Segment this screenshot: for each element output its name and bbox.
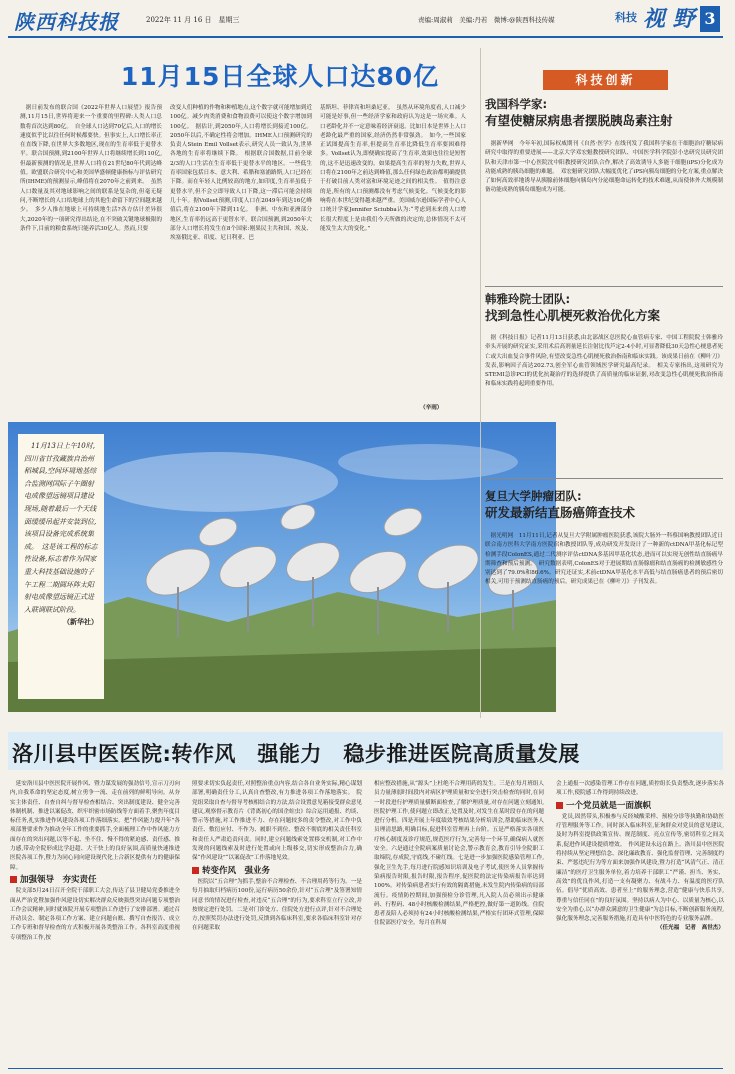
square-bullet-icon <box>10 876 17 883</box>
story2-title <box>485 291 725 325</box>
top-story-headline: 11月15日全球人口达80亿 <box>120 62 440 91</box>
bottom-story-byline: （任光福 记者 高世杰） <box>656 925 724 932</box>
bottom-story-headline: 洛川县中医医院:转作风 强能力 稳步推进医院高质量发展 <box>12 742 580 766</box>
square-bullet-icon <box>192 867 199 874</box>
bottom-col2-text: 照要求切实负起责任,对照整治重点内容,结合各自业务实际,精心谋划部署,明确责任分工,认真自查整改,有力推进各项工作落地落实。 院党组采取自查与督导考核相结合的方法,结合设置意见箱接受群众意见建议,观察督示教育片《背离初心的国企蛀虫》综合运用通报、约谈、警示等措施,对工作推进不力、存在问题较多的责令整改,对工作中负责任、敷衍应付、不作为、履职不到位、整改不彻底的相关责任科室和责任人严肃追责问责。同时,建立问题线索处置移交机制,对工作中发现的问题线索及时进行处置或向上级移交,切实形成整治合力,确保“作风建设”“以案促改”工作落地见效。 <box>192 781 362 862</box>
bottom-column-1 <box>10 780 180 1066</box>
bottom-subhead-2 <box>192 867 362 876</box>
section-tag: 科技 <box>615 11 637 24</box>
story2-body: 据《科技日报》记者11月13日获悉,由北部战区总医院心血管病专家、中国工程院院士韩雅玲牵头开展的研究证实,采用术后高剂量延长注射比伐芦定2-4小时,可显著降低30天急性心梗患者死亡或大出血复合事件风险,有望改变急性心肌梗死救治指南和临床实践。该成果日前在《柳叶刀》发表,影响因子高达202.73,创全军心血管领域医学研究最高纪录。 相关专家指出,这项研究为STEMI急诊PCI的优化抗凝治疗的选择提供了高质量的临床证据,对改变急性心肌梗死救治指南和临床实践将起到重要作用。 <box>485 335 723 388</box>
photo-caption-text: 11月13日上午10时,四川省甘孜藏族自治州稻城县,空间环境地基综合监测网国际子午圈射电成像望远镜项目建设现场,随着最后一个天线面缓缓吊起并安装到位,该项目设备完成系统集成。 这是该工程的标志性设备,标志着作为国家重大科技基础设施的子午工程二期圆环阵太阳射电成像望远镜正式进入联调联试阶段。 <box>24 442 98 614</box>
photo-caption-credit: （新华社） <box>63 617 98 627</box>
top-story-column-2: 改变人们种植的作物和种植地点,这个数字就可能增加到近100亿。减少肉类消费和食物浪费可以使这个数字增加到100亿。 据估计,到2050年,人口将增长到接近100亿。2050年以后,不确定性将会增加。IHME人口预测研究的负责人Stein Emil Vollset表示,研究人员一致认为,世界各地的生育率将继续下降。 根据联合国数据,目前全球2/3的人口生活在生育率低于更替水平的地区。一些低生育率国家包括日本、意大利、希腊和塞浦路斯,人口已经在下降。而在年轻人比例较高的地方,如印度,生育率虽低于更替水平,但不会立即导致人口下降,这一滞后可能会持续几十年。据Vollset预测,印度人口在2049年到达16亿峰值后,将在2100年下降到11亿。 非洲、中东和亚洲部分地区,生育率仍远高于更替水平。联合国预测,到2050年大部分人口增长将发生在8个国家:刚果民主共和国、埃及、埃塞俄比亚、印度、尼日利亚、巴 <box>170 105 312 242</box>
bottom-subhead-4-text: 一个党员就是一面旗帜 <box>566 800 652 811</box>
square-bullet-icon <box>556 802 563 809</box>
editor-credits: 责编:周淑莉 美编:丹若 微博:@陕西科技传媒 <box>418 16 555 24</box>
story1-title-b: 有望使糖尿病患者摆脱胰岛素注射 <box>485 113 673 128</box>
top-story-column-1: 据日前发布的联合国《2022年世界人口展望》报告预测,11月15日,世界将迎来一个重要的里程碑:人类人口总数将首次达到80亿。 自全球人口达到70亿后,人口的增长速度似乎比以往任何时候都要快。但事实上,人口增长率正在直线下降,在世界大多数地区,现在的生育率低于更替水平。联合国预测,到2100年世界人口将继续增长到110亿,但最新预测的情况是,世界人口将在21世纪80年代到达峰值。欧盟联合研究中心和美国华盛顿健康指标与评估研究所(IHME)的预测显示,峰值将在2070年之前到来。 虽然人口数量及其对地球影响之间的联系是复杂的,但毫无疑问,不断增长的人口给地球上的其他生命留下的空间越来越少。 多少人推在地球上可持续地生活?各方估计差异很大,2020年的一项研究得出结论,在不突破关键地球极限的条件下,目前的粮食系统只能养活30亿人。然而,只要 <box>20 105 162 232</box>
section-title: 视 野 <box>643 6 695 32</box>
top-story-column-3: 基斯坦、菲律宾和坦桑尼亚。 虽然从环境角度看,人口减少可能是好事,但一些经济学家和政府认为这是一场灾难。人口老龄化并不一定意味着经济衰退。比如日本是世界上人口老龄化最严重的国家,经济仍然非常强劲。 如今,一些国家正试图提高生育率,但提高生育率比降低生育率要困难得多。Vollset认为,即便确实提高了生育率,效果也往往是短暂的,这不是迅速改变的。如果提高生育率的努力失败,世界人口将在2100年之前达到峰值,那么任何绿色政治都明确提供于打破目前人类对富和环境足迹之间的相关性。 值得注意的是,所有的人口预测都没有考虑气候变化。气候变化的影响将在本世纪变得越来越严重。美国威尔逊国际学者中心人口统计学家Jennifer Sciubba认为:“考虑到未来的人口增长很大程度上是由我们今天所做的决定的,总体情况不太可能发生太大的变化。” <box>320 105 466 232</box>
story1-body: 据新华网 今年年初,国际权威期刊《自然·医学》在线刊发了我国科学家在干细胞治疗糖尿病研究中取得的重要进展——北京大学邓宏魁教授研究团队、中国医学科学院彭小忠研究员研究团队和天津市第一中心医院沈中阳教授研究团队合作,解决了高效诱导人多能干细胞(iPS)分化成为功能成熟的胰岛细胞的难题。 邓宏魁研究团队大幅度优化了iPS向胰岛细胞的分化方案,重点解决了如何高效率地诱导从胰腺前体细胞向胰岛内分泌细胞命运转化的技术难题,从而使体外大规模制备功能成熟的胰岛细胞成为可能。 <box>485 141 723 194</box>
header-rule <box>8 36 723 38</box>
bottom-col1-text: 延安洛川县中医医院开展作风、暨力谋发展的强劲信号,宣示刀刃向内,自我革命的坚定态度,树立勇争一流、走在前列的鲜明导向。从夯实主体责任、自查自纠与督导检查相结合、突出制度建设、健全完善体制机制、推进以案促改、织牢织密市场防线等方面着手,聚焦年度目标任务,扎实推进作风建设各项工作落细落实。把“作风能力提升年”各项部署要求作为推动全年工作的重要抓手,全面梳理工作中作风能力方面存在的突出问题,以等不起、坐不住、慢不得的紧迫感、责任感、推力感,带动全院形成比学赶超、大干快上的良好氛围,高质量快速推进医院各项工作,暨力为同心同向建设现代化上合新区提供有力的健康保障。 <box>10 781 180 871</box>
footer-rule <box>8 1068 723 1069</box>
bottom-column-2 <box>192 780 362 1066</box>
bottom-subhead-1-text: 加强领导 夯实责任 <box>20 874 97 885</box>
story3-body: 据光明网 11月11日,记者从复旦大学附属肿瘤医院获悉,该院大肠外一科蔡国响教授团队近日联合南方医科大学南方医院宿和教授团队等,成功研发开发设计了一种新的ctDNA甲基化标记型检测手段ColonES,通过二代测序评估ctDNA多基因甲基化状态,进而可以实现无创性结直肠癌早期筛查和预后预测。 研究数据表明,ColonES对于进展期结直肠腺瘤和结直肠癌的检测敏感性分别达到了79.0%和86.6%。研究还证实,术前ctDNA甲基化水平高低与结直肠癌患者的预后密切相关,可用于预测结直肠癌的预后。研究成果已在《柳叶刀》子刊发表。 <box>485 533 723 586</box>
bottom-subhead-1 <box>10 876 180 885</box>
issue-date: 2022年 11 月 16 日 星期三 <box>146 16 240 24</box>
top-story-byline: （辛雨） <box>420 405 443 411</box>
story2-title-b: 找到急性心肌梗死救治优化方案 <box>485 308 661 323</box>
story3-title <box>485 488 725 522</box>
bottom-subhead-2-text: 转变作风 强业务 <box>202 865 271 876</box>
masthead: 陕西科技报 <box>14 10 119 34</box>
story3-title-b: 研发最新结直肠癌筛查技术 <box>485 505 636 520</box>
story-divider <box>485 478 723 479</box>
bottom-col4-text: 会上通报一次感染管理工作存在问题,质控组长负责整改,逐步落实各项工作,使院感工作得到持续改进。 <box>556 781 724 797</box>
story3-title-a: 复旦大学肿瘤团队: <box>485 489 582 503</box>
story1-title <box>485 96 725 130</box>
bottom-col4b-text: 党员,固然带头,积极参与反经城酸采样、预检分诊等执勤和协助医疗管理服务等工作。同时深入临床科室,征询群众对党员的意见建议,及时为科室提供政策宣传、规范制度、亮点宣传等,密切科室之间关系,促进作风建设提质增效。 作风建设永远在路上。洛川县中医医院将持续从坚定理想信念、深化廉政教育、强化监督管理、完善制度约束、严惩违纪行为等方面来加强作风建设,暨力打造“风清气正、清正廉洁”的医疗卫生服务单位,着力培养干部职工“严谨、担当、务实、高效”的优良作风,打造一支有凝聚力、有战斗力、有温度的医疗队伍。倡导“优质高效、患者至上”的服务理念,营造“健康与快乐共享,尊重与信任同在”的良好氛围。坚持以病人为中心、以质量为核心,以安全为重心,以“办群众满意的卫生健康”为总目标,不断创新服务流程,强化服务理念,完善服务措施,打造具有中医特色的专业服务品牌。 <box>556 813 724 923</box>
story2-title-a: 韩雅玲院士团队: <box>485 292 571 306</box>
column-divider <box>480 48 481 718</box>
bottom-column-4 <box>556 780 724 1066</box>
story1-title-a: 我国科学家: <box>485 97 548 111</box>
story-divider <box>485 286 723 287</box>
photo-caption <box>18 434 104 699</box>
section-badge: 科技创新 <box>543 70 668 90</box>
bottom-column-3: 相应整改措施,从“源头”上杜绝不合理用药的发生。三是在每月班组人员力量薄弱时间段内对病区护理质量和安全进行突击检查的同时,在同一时段进行护理质量横断面检查,了解护理质量,对存在问题立刻通知,医院护理工作,使问题立即改正,处置及时,对发生在某时段存在的问题进行分析。四是开展上年度绩效考核结果分析培训会,帮助临床医务人员理清思路,明确目标,促进科室管理再上台阶。五是严格落实各项医疗核心制度及诊疗规范,规范医疗行为,完善每一个环节,确保病人就医安全。六是通过全院病案质量讨论会,警示教育会,教育引导全院职工取缔院,存成院,守底线,不碰红线。七是进一步加强医院感染管理工作,强化卫生先手,每月进行院感知识培训及电子考试,使医务人员掌握传染病报告时限,报告时限,报告程序,促医院的法定传染病报告率达到100%。对传染病患者实行有效的隔离措施,未发生院内传染病的局部流行。疫情防控期间,加强预检分诊管理,凡入院人员必须出示健康码、行程码、48小时核酸检测结果,严格把控,做好第一道防线。住院患者及陪人必须持有24小时核酸检测结果,严格实行团环式管理,保障住院部医疗安全。每月在科周 <box>374 781 544 927</box>
page-number: 3 <box>700 6 720 32</box>
bottom-col2b-text: 医院以“五合理”为抓手,整治不合理检查、不合理用药等行为。一是每月抽取归档病历100份,运行病历50余份,针对“五合理”及签署知情同意书的情况进行检查,对违反“五合理”的行为,要求科室立行立改,并按规定进行处罚。二是对门诊处方、住院处方进行点评,针对不合理处方,按照奖罚办法进行处罚,反馈到各临床科室,要求各临床科室针对存在问题采取 <box>192 878 362 932</box>
bottom-col1b-text: 院支部5月24日召开全院干部职工大会,传达了县卫健局党委推进全面从严治党暨加强作风建设切实解决群众反映强烈突出问题专项整治工作会议精神,同时就该院开展专项整治工作进行了安排部署。通过召开动员会、制定各项工作方案、建立问题台账、撰写自查报告、成立工作专班和督导检查的方式积极开展各类整治工作。各科室高度重视专项整治工作,按 <box>10 888 180 941</box>
bottom-subhead-4 <box>556 802 724 811</box>
